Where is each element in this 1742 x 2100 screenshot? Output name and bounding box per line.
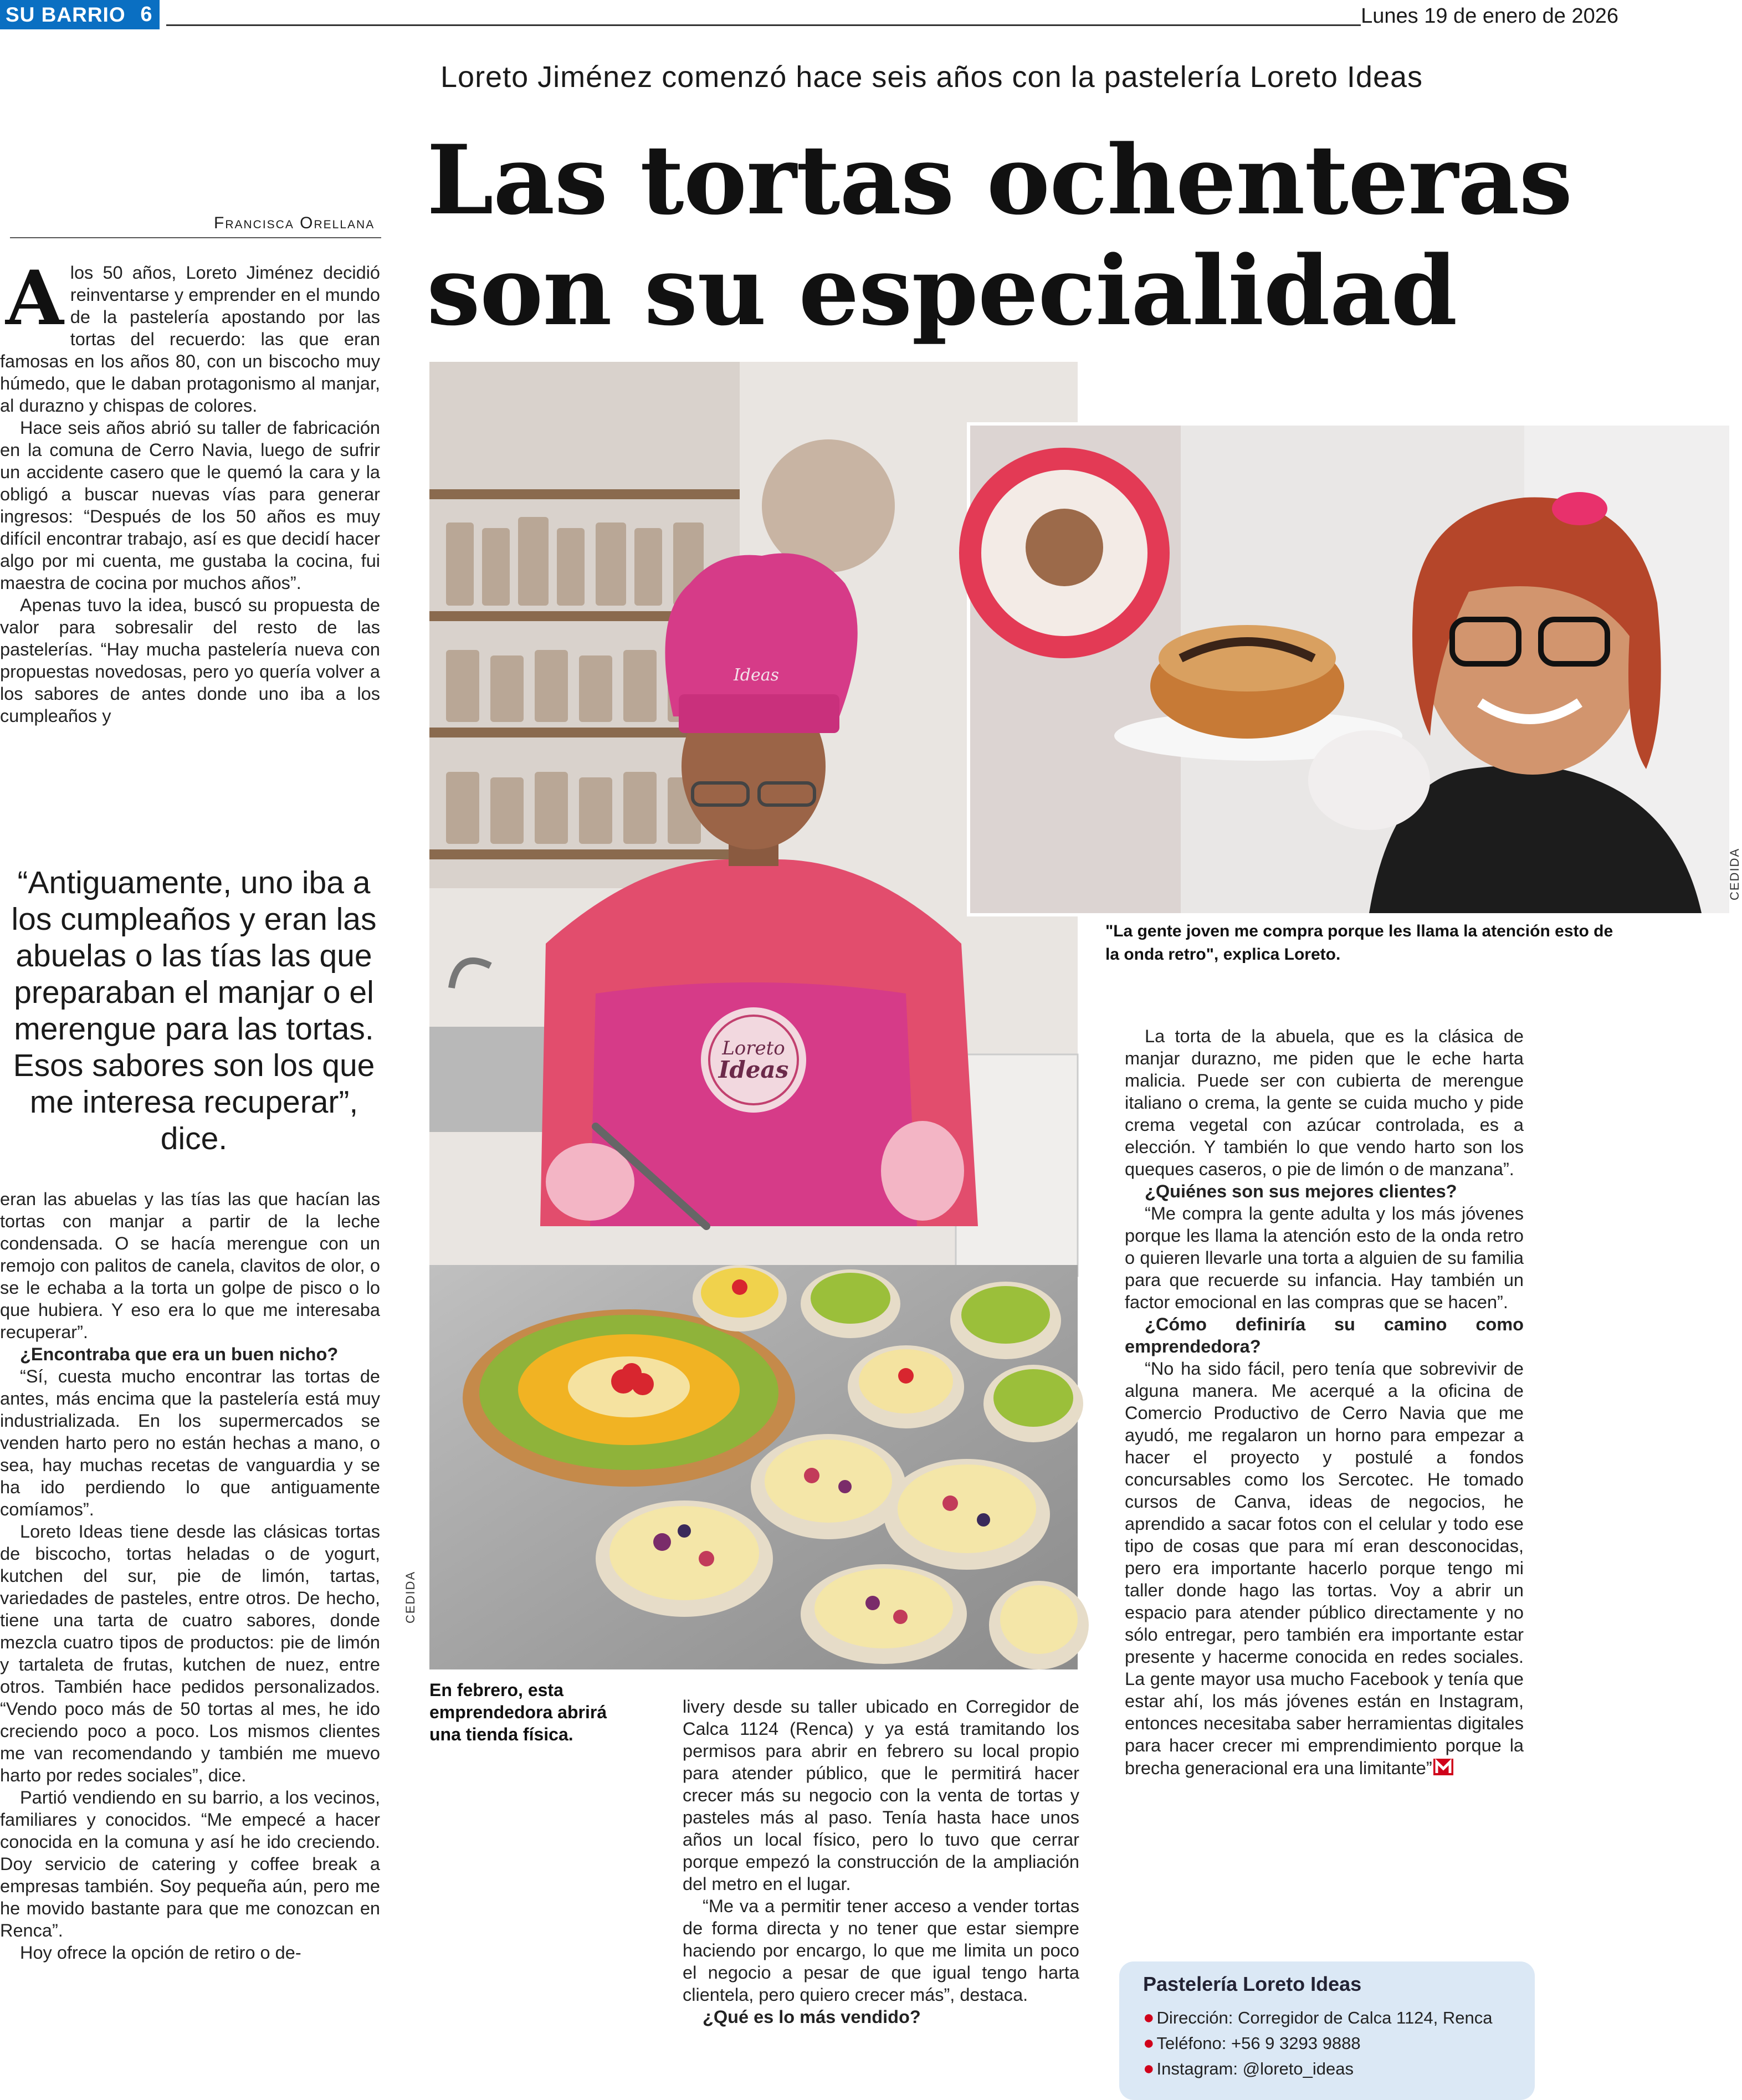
article-column-2: [683, 1696, 1079, 2028]
info-phone-text: Teléfono: +56 9 3293 9888: [1156, 2034, 1361, 2053]
header-rule: [166, 24, 1361, 26]
article-column-1: [0, 254, 380, 727]
paragraph: Hace seis años abrió su taller de fabricación en la comuna de Cerro Navia, luego de sufrir un accidente casero que le quemó la cara y la obligó a buscar nuevas vías para generar ingresos: “Después de los 50 años es muy difícil encontrar trabajo, así es que decidí hacer algo por mi cuenta, me gustaba la cocina, fui maestra de cocina por muchos años”.: [0, 418, 380, 593]
byline-rule: [10, 237, 381, 238]
paragraph: Hoy ofrece la opción de retiro o de-: [20, 1943, 301, 1963]
portrait-photo-credit: CEDIDA: [1728, 847, 1741, 900]
paragraph: Loreto Ideas tiene desde las clásicas tortas de biscocho, tortas heladas o de yogurt, kutchen del sur, pie de limón, tartas, variedades de pasteles, entre otros. De hecho, tiene una tarta de cuatro sabores, donde mezcla cuatro tipos de productos: pie de limón y tartaleta de frutas, kutchen de nuez, entre otros. También hace pedidos personalizados. “Vendo poco más de 50 tortas al mes, he ido creciendo poco a poco. Los mismos clientes me van recomendando y también me muevo harto por redes sociales”, dice.: [0, 1522, 380, 1785]
headline-line-2: son su especialidad: [427, 234, 1457, 347]
info-instagram-text: Instagram: @loreto_ideas: [1156, 2059, 1354, 2078]
info-address: ● Dirección: Corregidor de Calca 1124, Renca: [1143, 2007, 1493, 2028]
interview-question: ¿Qué es lo más vendido?: [703, 2007, 921, 2027]
article-kicker: Loreto Jiménez comenzó hace seis años con la pastelería Loreto Ideas: [440, 60, 1423, 94]
header-date: Lunes 19 de enero de 2026: [1361, 4, 1618, 28]
article-headline: [427, 125, 1618, 346]
info-address-text: Dirección: Corregidor de Calca 1124, Renca: [1156, 2008, 1493, 2027]
paragraph: “Sí, cuesta mucho encontrar las tortas de antes, más encima que la pastelería está muy industrializada. En los supermercados se venden harto pero no están hechas a mano, o sea, hay muchas recetas de vanguardia y se ha ido perdiendo lo que antiguamente comíamos”.: [0, 1366, 380, 1519]
article-column-1-continued: [0, 1188, 380, 1964]
portrait-photo: [967, 422, 1733, 916]
apron-logo-bottom: Ideas: [718, 1056, 789, 1083]
paragraph: La torta de la abuela, que es la clásica de manjar durazno, me piden que le eche harta malicia. Puede ser con cubierta de merengue italiano o crema, la gente se cuida mucho y pide crema vegetal con azúcar controlada, es a elección. Y también lo que vendo harto son los queques caseros, o pie de limón o de manzana”.: [1125, 1026, 1524, 1179]
section-tag: SU BARRIO: [0, 0, 148, 29]
paragraph: Apenas tuvo la idea, buscó su propuesta de valor para sobresalir del resto de las pastelerías. “Hay mucha pastelería nueva con propuestas novedosas, pero yo quería volver a los sabores de antes donde uno iba a los cumpleaños y: [0, 595, 380, 726]
interview-question: ¿Quiénes son sus mejores clientes?: [1145, 1181, 1457, 1201]
headline-line-1: Las tortas ochenteras: [427, 124, 1572, 236]
svg-text:Ideas: Ideas: [733, 665, 780, 685]
paragraph-text: “No ha sido fácil, pero tenía que sobrevivir de alguna manera. Me acerqué a la oficina de Comercio Productivo de Cerro Navia que me ayudó, me regalaron un horno para empezar a hacer el proyecto y postulé a fondos concursables como los Sercotec. He tomado cursos de Canva, ideas de negocios, he aprendido a sacar fotos con el celular y todo ese tipo de cosas que para mí eran desconocidas, pero era importante hacerlo porque tengo mi taller donde hago las tortas. Voy a abrir un espacio para atender público directamente y no sólo entregar, pero también era importante estar presente y hacerme conocida en redes sociales. La gente mayor usa mucho Facebook y tenía que estar ahí, los más jóvenes están en Instagram, entonces necesitaba saber herramientas digitales para hacer crecer mi emprendimiento porque la brecha generacional era una limitante”: [1125, 1359, 1524, 1778]
paragraph: los 50 años, Loreto Jiménez decidió reinventarse y emprender en el mundo de la pastelería apostando por las tortas del recuerdo: las que eran famosas en los años 80, con un biscocho muy húmedo, que le daban protagonismo al manjar, al durazno y chispas de colores.: [0, 263, 380, 416]
article-column-3: [1125, 1025, 1524, 1779]
drop-cap: A: [6, 254, 64, 342]
paragraph: “Me compra la gente adulta y los más jóvenes porque les llama la atención esto de la onda retro o quieren llevarle una torta a alguien de su familia para que recuerde su infancia. Hay también un factor emocional en las compras que se hacen”.: [1125, 1203, 1524, 1312]
portrait-photo-illustration: [970, 426, 1729, 913]
paragraph: Partió vendiendo en su barrio, a los vecinos, familiares y conocidos. “Me empecé a hacer conocida en la comuna y así he ido creciendo. Doy servicio de catering y coffee break a empresas también. Soy pequeña aún, pero me he movido bastante para que me conozcan en Renca”.: [0, 1787, 380, 1940]
paragraph: livery desde su taller ubicado en Corregidor de Calca 1124 (Renca) y ya está tramitando los permisos para abrir en febrero su local propio para atender público, que le permitirá hacer crecer más su negocio con la venta de tortas y pasteles más al paso. Tenía hasta hace unos años un local físico, pero lo tuvo que cerrar porque empezó la construcción de la ampliación del metro en el lugar.: [683, 1697, 1079, 1894]
interview-question: ¿Cómo definiría su camino como emprendedora?: [1125, 1314, 1524, 1356]
end-mark-icon: [1432, 1756, 1456, 1776]
page-number: 6: [133, 0, 160, 29]
interview-question: ¿Encontraba que era un buen nicho?: [20, 1344, 339, 1364]
apron-logo-top: Loreto: [722, 1037, 785, 1059]
info-box-title: Pastelería Loreto Ideas: [1143, 1973, 1362, 1995]
info-instagram: ● Instagram: @loreto_ideas: [1143, 2058, 1354, 2079]
portrait-caption: "La gente joven me compra porque les llama la atención esto de la onda retro", explica Loreto.: [1105, 922, 1613, 964]
pull-quote: “Antiguamente, uno iba a los cumpleaños y eran las abuelas o las tías las que preparaban el manjar o el merengue para las tortas. Esos sabores son los que me interesa recuperar”, dice.: [11, 865, 377, 1156]
byline: Francisca Orellana: [214, 214, 375, 232]
paragraph: eran las abuelas y las tías las que hacían las tortas con manjar a partir de la leche condensada. O se hacía merengue con un remojo con palitos de canela, clavitos de olor, o se le echaba a la torta un golpe de pisco o lo que hubiera. Y eso era lo que me interesaba recuperar”.: [0, 1189, 380, 1342]
paragraph: [1125, 1358, 1524, 1779]
main-photo-caption: En febrero, esta emprendedora abrirá una tienda física.: [429, 1680, 607, 1744]
paragraph: “Me va a permitir tener acceso a vender tortas de forma directa y no tener que estar siempre haciendo por encargo, lo que me limita un poco el negocio a pesar de que igual tengo harta clientela, pero quiero crecer más”, destaca.: [683, 1896, 1079, 2005]
info-phone: ● Teléfono: +56 9 3293 9888: [1143, 2032, 1361, 2053]
main-photo-credit: CEDIDA: [403, 1570, 417, 1623]
